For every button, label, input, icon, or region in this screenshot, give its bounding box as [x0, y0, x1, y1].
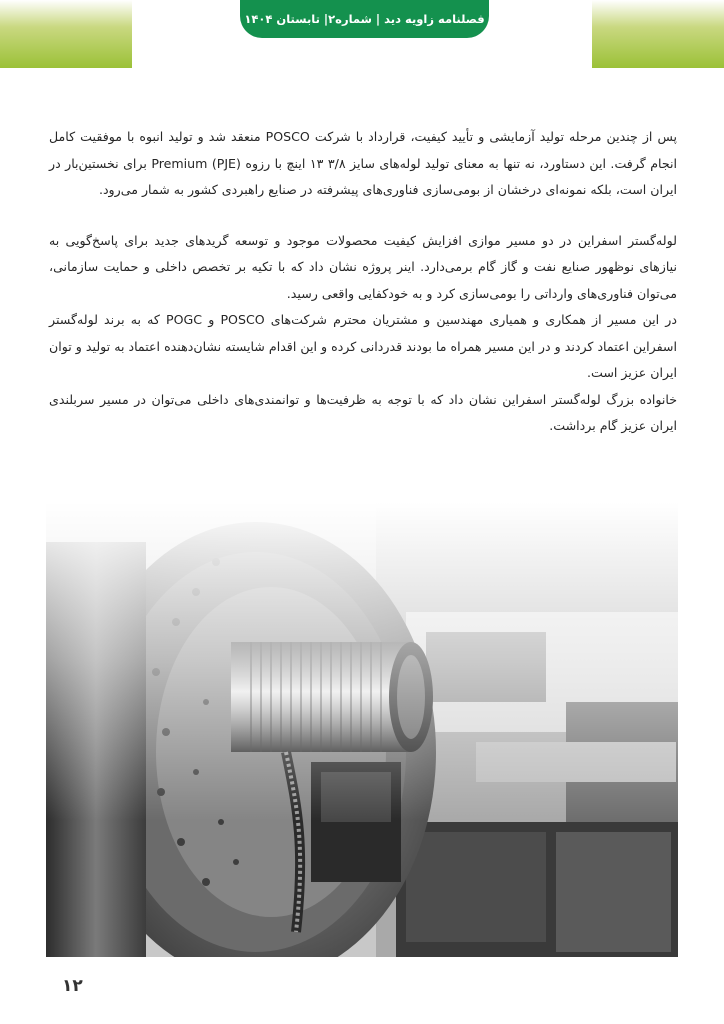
article-paragraph: در این مسیر از همکاری و همیاری مهندسین و مشتریان محترم شرکت‌های POSCO و POGC که به برند لوله‌گستر اسفراین اعتماد کردند و در این مسیر همراه ما بودند قدردانی کرده و این اقدام شایسته نشان‌دهنده اعتماد به تولید و توان ایران عزیز است. — [49, 312, 677, 380]
header-tab — [240, 0, 489, 38]
article-paragraph: پس از چندین مرحله تولید آزمایشی و تأیید کیفیت، قرارداد با شرکت POSCO منعقد شد و تولید انبوه با موفقیت کامل انجام گرفت. این دستاورد، نه تنها به معنای تولید لوله‌های سایز ۳/۸ ۱۳ اینچ با رزوه Premium (PJE) برای نخستین‌بار در ایران است، بلکه نمونه‌ای درخشان از بومی‌سازی فناوری‌های پیشرفته در صنایع راهبردی کشور به شمار می‌رود. — [49, 129, 678, 197]
article-paragraph: لوله‌گستر اسفراین در دو مسیر موازی افزایش کیفیت محصولات موجود و توسعه گریدهای جدید برای پاسخ‌گویی به نیازهای نوظهور صنایع نفت و گاز گام برمی‌دارد. اینر پروژه نشان داد که با تکیه بر تخصص داخلی و حمایت سازمانی، می‌توان فناوری‌های وارداتی را بومی‌سازی کرد و به خودکفایی واقعی رسید. — [49, 232, 677, 301]
corner-decoration-right — [592, 0, 724, 68]
magazine-header-title: فصلنامه زاویه دید | شماره۲| تابستان ۱۴۰۴ — [244, 12, 485, 26]
article-body — [49, 124, 677, 440]
lathe-machine-photo — [46, 502, 678, 957]
page-number: ۱۲ — [62, 976, 83, 996]
corner-decoration-left — [0, 0, 132, 68]
article-paragraph: خانواده بزرگ لوله‌گستر اسفراین نشان داد که با توجه به ظرفیت‌ها و توانمندی‌های داخلی می‌توان در مسیر سربلندی ایران عزیز گام برداشت. — [49, 391, 677, 433]
